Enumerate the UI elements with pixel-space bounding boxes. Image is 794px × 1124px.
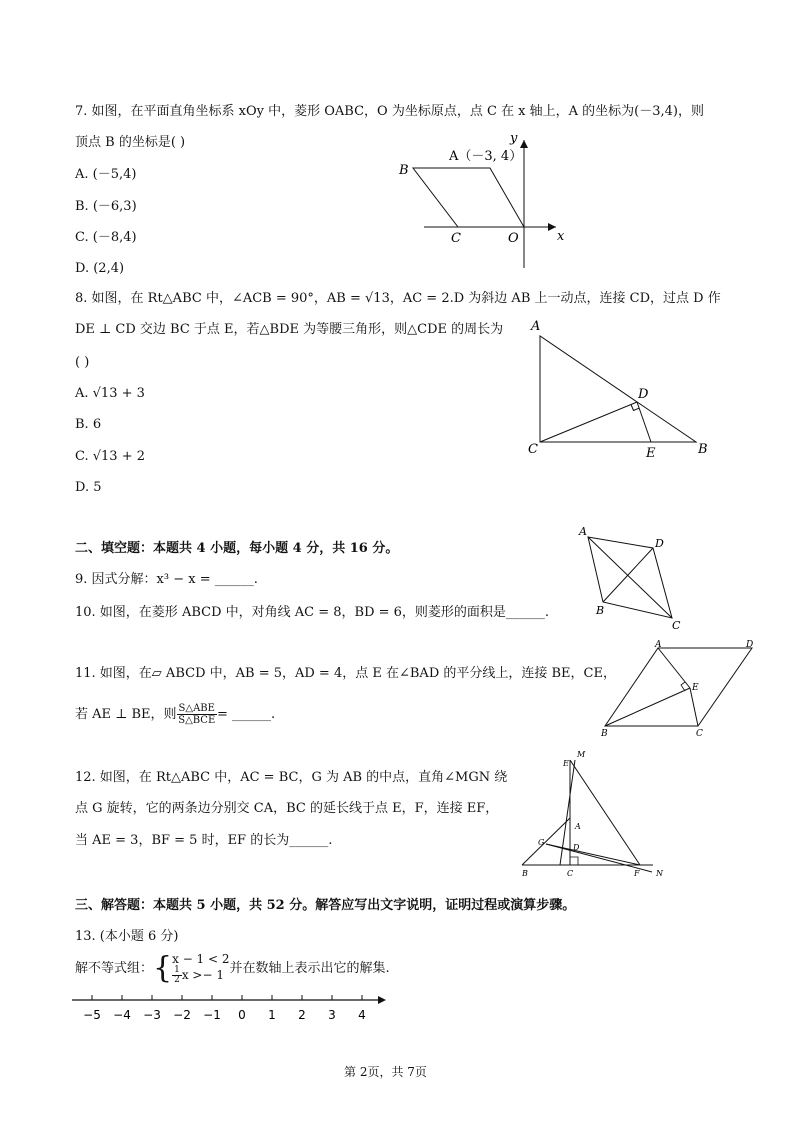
q8-option-a: A. √13 + 3 xyxy=(75,386,145,401)
q13-half-bottom: 2 xyxy=(174,975,180,985)
number-line-tick-label: −5 xyxy=(83,1008,101,1022)
q7-option-d: D. (2,4) xyxy=(75,261,125,276)
q12-label-m: M xyxy=(577,750,586,759)
number-line-tick-label: −3 xyxy=(143,1008,161,1022)
q11-label-d: D xyxy=(746,640,754,650)
q12-label-n: N xyxy=(656,869,663,878)
q8-option-b: B. 6 xyxy=(75,417,102,432)
q8-label-b: B xyxy=(698,442,708,457)
q11-label-c: C xyxy=(696,729,703,739)
q11-line1: 11. 如图，在▱ ABCD 中，AB = 5，AD = 4，点 E 在∠BAD 的平分线上，连接 BE，CE， xyxy=(75,666,616,681)
q7-line1: 7. 如图，在平面直角坐标系 xOy 中，菱形 OABC，O 为坐标原点，点 C 在 x 轴上，A 的坐标为(－3,4)，则 xyxy=(75,104,704,119)
number-line-tick-label: 4 xyxy=(358,1008,366,1022)
q11-label-b: B xyxy=(601,729,608,739)
number-line-tick-label: 3 xyxy=(328,1008,336,1022)
q8-label-d: D xyxy=(638,387,649,402)
q7-label-a: A（－3, 4） xyxy=(449,149,523,164)
number-line-tick-label: 2 xyxy=(298,1008,306,1022)
q12-label-f: F xyxy=(634,869,640,878)
q8-option-d: D. 5 xyxy=(75,480,102,495)
q8-line1: 8. 如图，在 Rt△ABC 中，∠ACB = 90°，AB = √13，AC = 2.D 为斜边 AB 上一动点，连接 CD，过点 D 作 xyxy=(75,291,721,306)
q8-line2: DE ⊥ CD 交边 BC 于点 E，若△BDE 为等腰三角形，则△CDE 的周长为 xyxy=(75,322,504,337)
q8-label-e: E xyxy=(646,446,656,461)
q12-label-e: E xyxy=(563,759,569,768)
section2-heading: 二、填空题：本题共 4 小题，每小题 4 分，共 16 分。 xyxy=(75,541,399,556)
number-line-tick-label: −4 xyxy=(113,1008,131,1022)
q13-inequality-1: x − 1 < 2 xyxy=(172,952,230,966)
page-footer: 第 2页，共 7页 xyxy=(344,1065,427,1079)
q7-option-b: B. (－6,3) xyxy=(75,199,137,214)
q12-label-b: B xyxy=(522,869,528,878)
q12-label-a: A xyxy=(575,822,581,831)
q7-label-c: C xyxy=(451,231,461,246)
q11-line2-prefix: 若 AE ⊥ BE，则 xyxy=(75,707,177,722)
q12-label-g: G xyxy=(538,838,545,847)
q8-label-a: A xyxy=(531,319,541,334)
q11-label-e: E xyxy=(692,683,699,693)
q10-label-a: A xyxy=(579,525,587,538)
q8-line3: ( ) xyxy=(75,355,90,370)
q7-label-y: y xyxy=(510,131,518,146)
q12-label-c: C xyxy=(567,869,574,878)
q8-option-c: C. √13 + 2 xyxy=(75,449,146,464)
q7-label-x: x xyxy=(557,229,565,244)
q13-half-top: 1 xyxy=(174,965,180,975)
section3-heading: 三、解答题：本题共 5 小题，共 52 分。解答应写出文字说明，证明过程或演算步骤。 xyxy=(75,898,576,913)
q12-line1: 12. 如图，在 Rt△ABC 中，AC = BC，G 为 AB 的中点，直角∠MGN 绕 xyxy=(75,770,508,785)
q13-title: 13. (本小题 6 分) xyxy=(75,929,179,944)
q7-option-a: A. (－5,4) xyxy=(75,167,137,182)
q12-label-d: D xyxy=(573,843,580,852)
q13-inequality-2-rest: x >− 1 xyxy=(181,968,224,982)
number-line-tick-label: 1 xyxy=(268,1008,276,1022)
q10-label-b: B xyxy=(596,604,605,617)
q11-label-a: A xyxy=(655,640,662,650)
q11-frac-bottom: S△BCE xyxy=(178,715,216,726)
q12-line2: 点 G 旋转，它的两条边分别交 CA，BC 的延长线于点 E，F，连接 EF， xyxy=(75,801,499,816)
q7-label-o: O xyxy=(508,231,519,246)
q11-frac-top: S△ABE xyxy=(178,703,215,714)
q12-line3: 当 AE = 3，BF = 5 时，EF 的长为______. xyxy=(75,833,333,848)
q9-text: 9. 因式分解：x³ − x = ______. xyxy=(75,572,258,587)
q7-option-c: C. (－8,4) xyxy=(75,230,137,245)
q8-label-c: C xyxy=(528,442,538,457)
q7-label-b: B xyxy=(399,163,409,178)
q10-label-c: C xyxy=(672,619,681,632)
q13-brace: { xyxy=(153,950,173,986)
q11-line2-suffix: = ______. xyxy=(216,707,276,722)
q13-prefix: 解不等式组： xyxy=(75,961,154,976)
q13-suffix: 并在数轴上表示出它的解集. xyxy=(229,961,390,976)
q10-text: 10. 如图，在菱形 ABCD 中，对角线 AC = 8，BD = 6，则菱形的面积是______. xyxy=(75,605,550,620)
number-line-tick-label: 0 xyxy=(238,1008,246,1022)
q10-label-d: D xyxy=(655,537,664,550)
q7-line2: 顶点 B 的坐标是( ) xyxy=(75,135,186,150)
number-line-tick-label: −1 xyxy=(203,1008,221,1022)
number-line-tick-label: −2 xyxy=(173,1008,191,1022)
